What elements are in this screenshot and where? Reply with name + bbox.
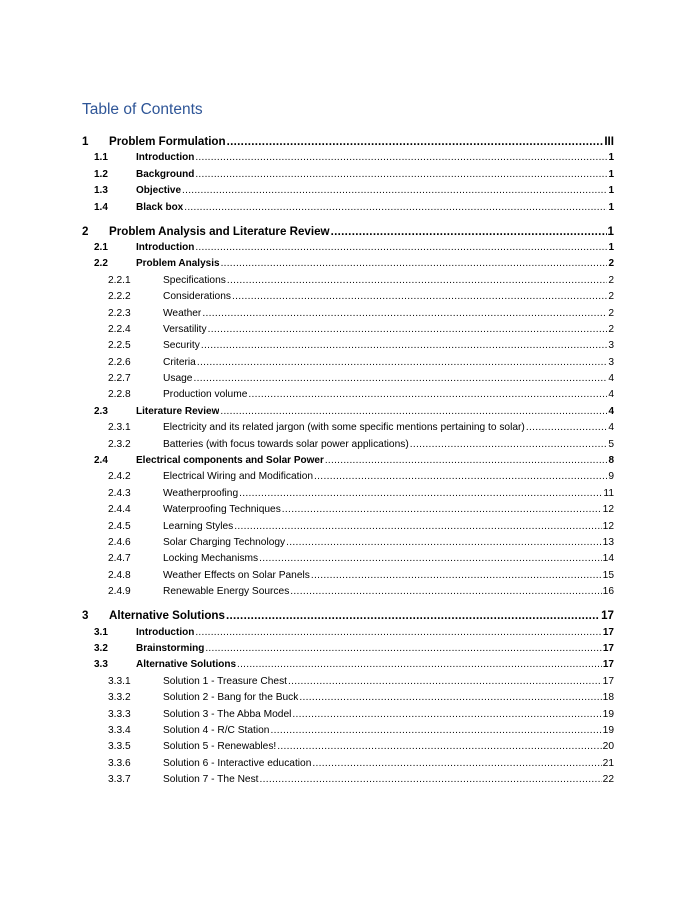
toc-entry-page-number[interactable]: 21 [602, 757, 614, 769]
toc-entry-number: 3 [82, 609, 89, 623]
toc-entry-title[interactable]: Criteria [163, 356, 196, 368]
toc-entry-title[interactable]: Waterproofing Techniques [163, 504, 281, 516]
toc-entry[interactable] [82, 148, 614, 164]
toc-dot-leader [410, 439, 608, 451]
toc-entry-number: 2.2.8 [108, 389, 131, 401]
toc-dot-leader [325, 455, 608, 467]
toc-entry[interactable] [82, 401, 614, 417]
toc-entry-number: 2.2.3 [108, 307, 131, 319]
toc-entry-title[interactable]: Renewable Energy Sources [163, 586, 290, 598]
toc-entry-page-number[interactable]: 1 [608, 152, 614, 164]
toc-entry-title[interactable]: Objective [136, 185, 182, 197]
toc-entry-title[interactable]: Electricity and its related jargon (with some specific mentions pertaining to solar) [163, 422, 525, 434]
toc-entry-page-number[interactable]: 4 [608, 405, 614, 417]
toc-entry-title[interactable]: Problem Analysis and Literature Review [109, 225, 330, 238]
toc-entry-page-number[interactable]: 14 [602, 553, 614, 565]
toc-entry-page-number[interactable]: 17 [602, 642, 614, 654]
toc-dot-leader [237, 659, 602, 671]
toc-entry-number: 2.4.6 [108, 536, 131, 548]
toc-entry-number: 2.4 [94, 455, 108, 467]
toc-entry[interactable] [82, 655, 614, 671]
toc-entry[interactable] [82, 770, 614, 786]
toc-dot-leader [311, 570, 602, 582]
toc-dot-leader [288, 676, 602, 688]
toc-entry-page-number[interactable]: 1 [608, 201, 614, 213]
toc-entry[interactable] [82, 164, 614, 180]
toc-entry-number: 2.4.9 [108, 586, 131, 598]
toc-entry-number: 2.1 [94, 241, 108, 253]
toc-entry-title[interactable]: Problem Analysis [136, 258, 220, 270]
toc-entry[interactable] [82, 418, 614, 434]
toc-entry-page-number[interactable]: 9 [608, 471, 614, 483]
toc-entry-number: 3.3.2 [108, 692, 131, 704]
toc-entry[interactable] [82, 197, 614, 213]
toc-entry-title[interactable]: Weather Effects on Solar Panels [163, 569, 310, 581]
toc-entry-title[interactable]: Versatility [163, 323, 207, 335]
toc-entry-page-number[interactable]: 2 [608, 291, 614, 303]
toc-entry[interactable] [82, 704, 614, 720]
toc-entry[interactable] [82, 270, 614, 286]
toc-entry-number: 2.4.8 [108, 569, 131, 581]
toc-entry-page-number[interactable]: 3 [608, 356, 614, 368]
toc-entry[interactable] [82, 369, 614, 385]
toc-dot-leader [202, 308, 607, 320]
toc-entry-number: 1.3 [94, 185, 108, 197]
toc-entry-number: 2.2.7 [108, 373, 131, 385]
toc-entry-title[interactable]: Solution 2 - Bang for the Buck [163, 692, 299, 704]
toc-entry[interactable] [82, 303, 614, 319]
toc-entry-title[interactable]: Brainstorming [136, 642, 205, 654]
toc-entry[interactable] [82, 516, 614, 532]
toc-entry[interactable] [82, 500, 614, 516]
toc-entry-number: 3.3.1 [108, 675, 131, 687]
toc-entry-number: 2.3.2 [108, 438, 131, 450]
toc-entry[interactable] [82, 565, 614, 581]
toc-entry-page-number[interactable]: 1 [608, 168, 614, 180]
toc-entry[interactable] [82, 737, 614, 753]
toc-entry-number: 3.3.7 [108, 774, 131, 786]
toc-entry-page-number[interactable]: 1 [608, 185, 614, 197]
toc-entry-page-number[interactable]: 17 [602, 675, 614, 687]
toc-dot-leader [195, 242, 607, 254]
toc-dot-leader [208, 324, 608, 336]
toc-entry-title[interactable]: Solution 4 - R/C Station [163, 724, 270, 736]
toc-entry-page-number[interactable]: 4 [608, 422, 614, 434]
toc-entry-page-number[interactable]: 22 [602, 774, 614, 786]
toc-dot-leader [193, 373, 607, 385]
toc-dot-leader [314, 471, 607, 483]
toc-dot-leader [260, 774, 602, 786]
toc-entry[interactable] [82, 238, 614, 254]
toc-entry-number: 1.4 [94, 201, 108, 213]
toc-entry-title[interactable]: Solution 1 - Treasure Chest [163, 675, 288, 687]
toc-entry-title[interactable]: Weather [163, 307, 202, 319]
toc-dot-leader [299, 692, 601, 704]
toc-dot-leader [234, 521, 601, 533]
toc-entry[interactable] [82, 753, 614, 769]
toc-entry-number: 2.4.7 [108, 553, 131, 565]
toc-dot-leader [331, 226, 607, 238]
toc-entry-title[interactable]: Usage [163, 373, 193, 385]
toc-entry-page-number[interactable]: 17 [601, 609, 614, 623]
toc-entry[interactable] [82, 604, 614, 622]
toc-entry-number: 3.3.5 [108, 741, 131, 753]
toc-entry-title[interactable]: Locking Mechanisms [163, 553, 259, 565]
toc-entry-title[interactable]: Solution 5 - Renewables! [163, 741, 277, 753]
toc-entry-title[interactable]: Electrical Wiring and Modification [163, 471, 314, 483]
toc-dot-leader [226, 610, 600, 622]
toc-entry-number: 3.3.6 [108, 757, 131, 769]
toc-entry-title[interactable]: Weatherproofing [163, 487, 239, 499]
toc-list [82, 130, 614, 786]
toc-entry[interactable] [82, 483, 614, 499]
toc-entry-number: 2.2.4 [108, 323, 131, 335]
toc-entry-page-number[interactable]: 13 [602, 536, 614, 548]
toc-entry-page-number[interactable]: 19 [602, 724, 614, 736]
toc-entry-number: 2.4.5 [108, 520, 131, 532]
toc-entry-title[interactable]: Electrical components and Solar Power [136, 455, 324, 467]
toc-entry-page-number[interactable]: 15 [602, 569, 614, 581]
toc-entry-page-number[interactable]: 2 [608, 274, 614, 286]
toc-dot-leader [232, 291, 607, 303]
toc-dot-leader [197, 357, 607, 369]
toc-entry-page-number[interactable]: 4 [608, 389, 614, 401]
toc-entry[interactable] [82, 533, 614, 549]
toc-dot-leader [239, 488, 602, 500]
toc-entry-title[interactable]: Black box [136, 201, 184, 213]
toc-entry-page-number[interactable]: 19 [602, 708, 614, 720]
toc-entry-title[interactable]: Solution 6 - Interactive education [163, 757, 312, 769]
toc-entry-title[interactable]: Background [136, 168, 195, 180]
toc-entry-number: 2.4.2 [108, 471, 131, 483]
toc-entry-number: 2.2 [94, 258, 108, 270]
toc-entry-title[interactable]: Alternative Solutions [136, 659, 237, 671]
toc-entry-number: 2.2.1 [108, 274, 131, 286]
toc-entry-title[interactable]: Alternative Solutions [109, 610, 225, 623]
toc-dot-leader [259, 553, 602, 565]
toc-dot-leader [282, 504, 602, 516]
toc-entry-page-number[interactable]: 2 [608, 258, 614, 270]
toc-entry-page-number[interactable]: 2 [608, 307, 614, 319]
toc-dot-leader [182, 185, 607, 197]
toc-entry-title[interactable]: Problem Formulation [109, 136, 226, 148]
toc-entry-page-number[interactable]: 16 [602, 586, 614, 598]
toc-entry-page-number[interactable]: 12 [602, 520, 614, 532]
toc-dot-leader [205, 643, 602, 655]
toc-dot-leader [286, 537, 602, 549]
toc-dot-leader [195, 169, 607, 181]
toc-entry-title[interactable]: Solution 7 - The Nest [163, 774, 259, 786]
toc-title: Table of Contents [82, 101, 203, 118]
toc-entry-number: 2.3.1 [108, 422, 131, 434]
toc-entry[interactable] [82, 385, 614, 401]
toc-dot-leader [270, 725, 601, 737]
toc-entry[interactable] [82, 352, 614, 368]
toc-entry[interactable] [82, 622, 614, 638]
toc-entry-title[interactable]: Introduction [136, 241, 195, 253]
toc-entry-number: 2.2.6 [108, 356, 131, 368]
toc-dot-leader [221, 258, 608, 270]
toc-entry-title[interactable]: Security [163, 340, 200, 352]
toc-entry-number: 3.3.4 [108, 724, 131, 736]
toc-entry-page-number[interactable]: 4 [608, 373, 614, 385]
toc-entry[interactable] [82, 320, 614, 336]
toc-entry-title[interactable]: Introduction [136, 626, 195, 638]
toc-entry-title[interactable]: Considerations [163, 291, 231, 303]
toc-dot-leader [220, 406, 607, 418]
toc-entry-number: 2.4.3 [108, 487, 131, 499]
toc-entry-page-number[interactable]: 18 [602, 692, 614, 704]
toc-entry[interactable] [82, 254, 614, 270]
toc-dot-leader [312, 758, 601, 770]
toc-entry[interactable] [82, 130, 614, 148]
toc-entry[interactable] [82, 181, 614, 197]
toc-dot-leader [227, 136, 604, 148]
toc-entry[interactable] [82, 434, 614, 450]
toc-entry-page-number[interactable]: 2 [608, 323, 614, 335]
toc-entry-number: 3.2 [94, 642, 108, 654]
toc-dot-leader [195, 627, 602, 639]
toc-entry-number: 3.3.3 [108, 708, 131, 720]
toc-entry-title[interactable]: Literature Review [136, 405, 220, 417]
toc-dot-leader [290, 586, 601, 598]
toc-entry-page-number[interactable]: 17 [602, 659, 614, 671]
toc-entry-number: 2.2.5 [108, 340, 131, 352]
toc-dot-leader [292, 709, 601, 721]
toc-entry[interactable] [82, 549, 614, 565]
toc-dot-leader [248, 389, 607, 401]
toc-entry-number: 2.3 [94, 405, 108, 417]
toc-entry-number: 3.1 [94, 626, 108, 638]
toc-entry-page-number[interactable]: 17 [602, 626, 614, 638]
toc-entry[interactable] [82, 582, 614, 598]
toc-entry-page-number[interactable]: 5 [608, 438, 614, 450]
toc-entry-number: 1.1 [94, 152, 108, 164]
toc-entry-title[interactable]: Production volume [163, 389, 248, 401]
toc-entry-page-number[interactable]: 1 [607, 224, 614, 238]
toc-entry-page-number[interactable]: 1 [608, 241, 614, 253]
toc-entry-page-number[interactable]: 20 [602, 741, 614, 753]
toc-entry-title[interactable]: Batteries (with focus towards solar power applications) [163, 438, 409, 450]
toc-dot-leader [227, 275, 607, 287]
toc-entry-title[interactable]: Specifications [163, 274, 226, 286]
toc-entry-page-number[interactable]: 3 [608, 340, 614, 352]
toc-entry-page-number[interactable]: 8 [608, 455, 614, 467]
toc-entry-number: 1.2 [94, 168, 108, 180]
toc-entry[interactable] [82, 451, 614, 467]
toc-dot-leader [195, 152, 607, 164]
toc-entry-number: 2.2.2 [108, 291, 131, 303]
toc-entry[interactable] [82, 639, 614, 655]
toc-entry-title[interactable]: Learning Styles [163, 520, 234, 532]
toc-entry[interactable] [82, 467, 614, 483]
toc-entry-number: 1 [82, 135, 89, 148]
toc-entry[interactable] [82, 688, 614, 704]
toc-dot-leader [526, 422, 608, 434]
toc-entry-title[interactable]: Solution 3 - The Abba Model [163, 708, 292, 720]
toc-entry[interactable] [82, 721, 614, 737]
toc-entry-title[interactable]: Solar Charging Technology [163, 536, 286, 548]
toc-entry[interactable] [82, 336, 614, 352]
toc-entry-number: 3.3 [94, 659, 108, 671]
toc-entry[interactable] [82, 287, 614, 303]
toc-entry-page-number[interactable]: III [604, 135, 614, 148]
toc-entry-title[interactable]: Introduction [136, 152, 195, 164]
toc-dot-leader [201, 340, 608, 352]
toc-entry[interactable] [82, 671, 614, 687]
toc-entry-number: 2 [82, 224, 89, 238]
toc-entry-number: 2.4.4 [108, 504, 131, 516]
toc-dot-leader [184, 202, 607, 214]
toc-entry-page-number[interactable]: 11 [603, 487, 614, 499]
toc-entry[interactable] [82, 220, 614, 238]
toc-dot-leader [277, 741, 601, 753]
toc-entry-page-number[interactable]: 12 [602, 504, 614, 516]
